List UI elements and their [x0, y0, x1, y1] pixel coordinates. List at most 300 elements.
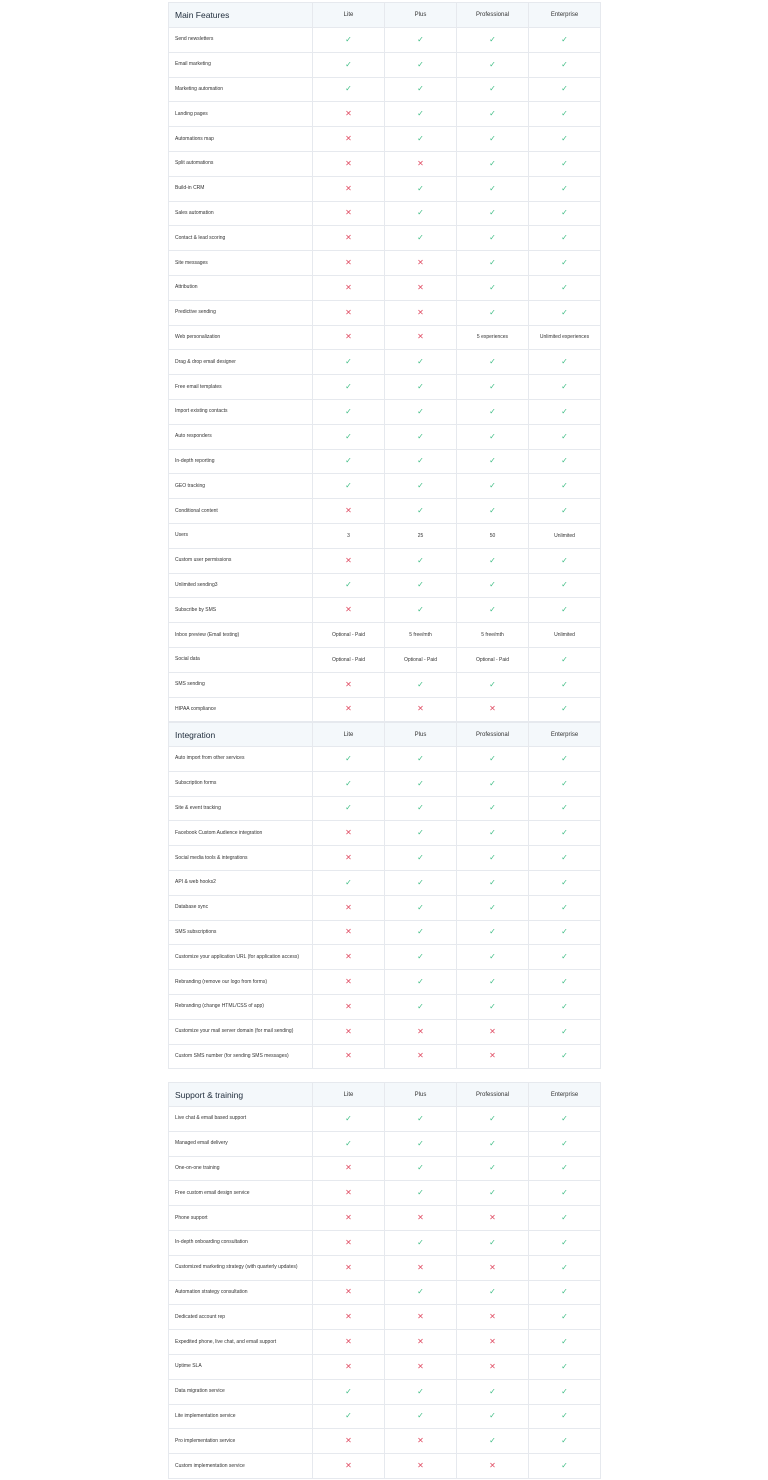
check-icon: ✓ — [417, 803, 424, 813]
section-title: Support & training — [169, 1083, 313, 1107]
check-icon: ✓ — [561, 109, 568, 119]
plan-cell-enterprise — [529, 300, 601, 325]
table-row — [169, 573, 601, 598]
plan-cell-plus — [385, 52, 457, 77]
table-row — [169, 1404, 601, 1429]
plan-cell-lite — [313, 573, 385, 598]
check-icon: ✓ — [417, 233, 424, 243]
plan-cell-enterprise — [529, 251, 601, 276]
check-icon: ✓ — [489, 208, 496, 218]
check-icon: ✓ — [417, 406, 424, 416]
feature-name: Database sync — [169, 895, 313, 920]
plan-cell-professional — [457, 251, 529, 276]
plan-value-plus: Optional - Paid — [385, 647, 457, 672]
plan-cell-lite — [313, 846, 385, 871]
plan-cell-enterprise — [529, 895, 601, 920]
plan-cell-plus — [385, 226, 457, 251]
check-icon: ✓ — [417, 109, 424, 119]
cross-icon: ✕ — [345, 1051, 352, 1061]
plan-cell-professional — [457, 1354, 529, 1379]
plan-cell-professional — [457, 77, 529, 102]
table-row — [169, 672, 601, 697]
check-icon: ✓ — [561, 1287, 568, 1297]
plan-cell-enterprise — [529, 1131, 601, 1156]
check-icon: ✓ — [561, 431, 568, 441]
cross-icon: ✕ — [345, 1237, 352, 1247]
plan-cell-lite — [313, 672, 385, 697]
check-icon: ✓ — [345, 1138, 352, 1148]
feature-name: GEO tracking — [169, 474, 313, 499]
check-icon: ✓ — [345, 580, 352, 590]
plan-cell-professional — [457, 672, 529, 697]
plan-cell-enterprise — [529, 796, 601, 821]
feature-name: Uptime SLA — [169, 1354, 313, 1379]
cross-icon: ✕ — [345, 1163, 352, 1173]
plan-cell-enterprise — [529, 994, 601, 1019]
check-icon: ✓ — [489, 282, 496, 292]
plan-cell-plus — [385, 201, 457, 226]
table-row — [169, 1429, 601, 1454]
feature-name: Pro implementation service — [169, 1429, 313, 1454]
check-icon: ✓ — [489, 952, 496, 962]
check-icon: ✓ — [561, 704, 568, 714]
plan-cell-lite — [313, 1354, 385, 1379]
cross-icon: ✕ — [345, 307, 352, 317]
table-row — [169, 226, 601, 251]
cross-icon: ✕ — [345, 927, 352, 937]
check-icon: ✓ — [489, 34, 496, 44]
plan-cell-lite — [313, 275, 385, 300]
plan-cell-lite — [313, 449, 385, 474]
check-icon: ✓ — [489, 431, 496, 441]
plan-cell-lite — [313, 796, 385, 821]
plan-cell-professional — [457, 548, 529, 573]
section-title: Integration — [169, 723, 313, 747]
plan-header-enterprise: Enterprise — [529, 723, 601, 747]
table-row — [169, 499, 601, 524]
plan-cell-lite — [313, 201, 385, 226]
cross-icon: ✕ — [489, 704, 496, 714]
cross-icon: ✕ — [489, 1361, 496, 1371]
plan-cell-professional — [457, 1181, 529, 1206]
cross-icon: ✕ — [417, 258, 424, 268]
check-icon: ✓ — [417, 1188, 424, 1198]
plan-cell-lite — [313, 375, 385, 400]
feature-name: SMS sending — [169, 672, 313, 697]
table-row — [169, 1131, 601, 1156]
check-icon: ✓ — [489, 1237, 496, 1247]
plan-cell-professional — [457, 176, 529, 201]
plan-cell-plus — [385, 895, 457, 920]
plan-cell-professional — [457, 474, 529, 499]
plan-cell-enterprise — [529, 77, 601, 102]
plan-cell-plus — [385, 77, 457, 102]
plan-value-enterprise: Unlimited experiences — [529, 325, 601, 350]
plan-value-professional: 5 experiences — [457, 325, 529, 350]
feature-name: SMS subscriptions — [169, 920, 313, 945]
plan-cell-professional — [457, 275, 529, 300]
table-row — [169, 796, 601, 821]
feature-name: Dedicated account rep — [169, 1305, 313, 1330]
cross-icon: ✕ — [417, 1337, 424, 1347]
check-icon: ✓ — [561, 382, 568, 392]
check-icon: ✓ — [417, 679, 424, 689]
plan-cell-lite — [313, 399, 385, 424]
plan-cell-enterprise — [529, 449, 601, 474]
table-row — [169, 821, 601, 846]
plan-cell-enterprise — [529, 127, 601, 152]
plan-cell-enterprise — [529, 102, 601, 127]
cross-icon: ✕ — [345, 158, 352, 168]
plan-cell-professional — [457, 28, 529, 53]
plan-cell-lite — [313, 52, 385, 77]
plan-cell-enterprise — [529, 52, 601, 77]
plan-cell-lite — [313, 151, 385, 176]
check-icon: ✓ — [561, 481, 568, 491]
check-icon: ✓ — [561, 803, 568, 813]
plan-cell-enterprise — [529, 350, 601, 375]
table-row — [169, 1354, 601, 1379]
table-row — [169, 1330, 601, 1355]
feature-name: Inbox preview (Email testing) — [169, 623, 313, 648]
table-row — [169, 1206, 601, 1231]
check-icon: ✓ — [489, 382, 496, 392]
check-icon: ✓ — [345, 382, 352, 392]
plan-cell-plus — [385, 697, 457, 722]
plan-cell-plus — [385, 994, 457, 1019]
plan-cell-enterprise — [529, 424, 601, 449]
cross-icon: ✕ — [345, 1312, 352, 1322]
table-row — [169, 325, 601, 350]
plan-cell-enterprise — [529, 176, 601, 201]
plan-cell-lite — [313, 1107, 385, 1132]
cross-icon: ✕ — [345, 902, 352, 912]
feature-name: Facebook Custom Audience integration — [169, 821, 313, 846]
feature-name: Attribution — [169, 275, 313, 300]
plan-cell-enterprise — [529, 1280, 601, 1305]
plan-cell-professional — [457, 449, 529, 474]
cross-icon: ✕ — [345, 952, 352, 962]
plan-cell-plus — [385, 821, 457, 846]
plan-cell-lite — [313, 970, 385, 995]
cross-icon: ✕ — [489, 1337, 496, 1347]
plan-cell-plus — [385, 1044, 457, 1069]
check-icon: ✓ — [489, 456, 496, 466]
check-icon: ✓ — [489, 753, 496, 763]
plan-cell-lite — [313, 548, 385, 573]
feature-name: Phone support — [169, 1206, 313, 1231]
cross-icon: ✕ — [345, 233, 352, 243]
table-row — [169, 523, 601, 548]
plan-cell-enterprise — [529, 846, 601, 871]
check-icon: ✓ — [417, 853, 424, 863]
plan-cell-professional — [457, 1206, 529, 1231]
check-icon: ✓ — [489, 1163, 496, 1173]
cross-icon: ✕ — [345, 109, 352, 119]
table-row — [169, 1230, 601, 1255]
plan-cell-enterprise — [529, 870, 601, 895]
plan-cell-plus — [385, 1107, 457, 1132]
check-icon: ✓ — [489, 580, 496, 590]
plan-cell-lite — [313, 226, 385, 251]
feature-name: Predictive sending — [169, 300, 313, 325]
plan-cell-professional — [457, 1305, 529, 1330]
plan-cell-enterprise — [529, 1330, 601, 1355]
plan-cell-plus — [385, 771, 457, 796]
plan-cell-lite — [313, 424, 385, 449]
plan-cell-professional — [457, 52, 529, 77]
check-icon: ✓ — [417, 134, 424, 144]
check-icon: ✓ — [345, 406, 352, 416]
plan-cell-lite — [313, 1230, 385, 1255]
check-icon: ✓ — [561, 1237, 568, 1247]
check-icon: ✓ — [417, 778, 424, 788]
feature-name: Free email templates — [169, 375, 313, 400]
check-icon: ✓ — [345, 1386, 352, 1396]
plan-cell-professional — [457, 300, 529, 325]
check-icon: ✓ — [345, 1411, 352, 1421]
plan-cell-plus — [385, 1429, 457, 1454]
plan-cell-lite — [313, 1019, 385, 1044]
plan-cell-enterprise — [529, 647, 601, 672]
plan-cell-professional — [457, 399, 529, 424]
plan-header-lite: Lite — [313, 723, 385, 747]
feature-name: Automation strategy consultation — [169, 1280, 313, 1305]
check-icon: ✓ — [489, 1287, 496, 1297]
plan-cell-professional — [457, 151, 529, 176]
check-icon: ✓ — [489, 828, 496, 838]
check-icon: ✓ — [417, 555, 424, 565]
cross-icon: ✕ — [345, 134, 352, 144]
check-icon: ✓ — [417, 1001, 424, 1011]
feature-name: Sales automation — [169, 201, 313, 226]
feature-name: Site & event tracking — [169, 796, 313, 821]
plan-cell-professional — [457, 375, 529, 400]
check-icon: ✓ — [561, 1026, 568, 1036]
table-row — [169, 1044, 601, 1069]
table-row — [169, 920, 601, 945]
check-icon: ✓ — [417, 1113, 424, 1123]
check-icon: ✓ — [561, 1051, 568, 1061]
plan-cell-professional — [457, 1044, 529, 1069]
feature-name: Unlimited sending3 — [169, 573, 313, 598]
plan-cell-plus — [385, 449, 457, 474]
check-icon: ✓ — [489, 1188, 496, 1198]
plan-cell-plus — [385, 945, 457, 970]
plan-cell-plus — [385, 672, 457, 697]
plan-cell-enterprise — [529, 573, 601, 598]
feature-name: Drag & drop email designer — [169, 350, 313, 375]
plan-cell-lite — [313, 1454, 385, 1479]
plan-cell-lite — [313, 920, 385, 945]
feature-name: Rebranding (remove our logo from forms) — [169, 970, 313, 995]
cross-icon: ✕ — [345, 1287, 352, 1297]
check-icon: ✓ — [489, 307, 496, 317]
plan-cell-professional — [457, 870, 529, 895]
table-row — [169, 647, 601, 672]
check-icon: ✓ — [417, 481, 424, 491]
check-icon: ✓ — [561, 456, 568, 466]
plan-cell-enterprise — [529, 1230, 601, 1255]
check-icon: ✓ — [417, 877, 424, 887]
plan-cell-plus — [385, 970, 457, 995]
check-icon: ✓ — [489, 927, 496, 937]
plan-header-professional: Professional — [457, 3, 529, 28]
check-icon: ✓ — [345, 84, 352, 94]
plan-cell-enterprise — [529, 1156, 601, 1181]
check-icon: ✓ — [417, 59, 424, 69]
check-icon: ✓ — [417, 1287, 424, 1297]
plan-cell-professional — [457, 598, 529, 623]
check-icon: ✓ — [561, 580, 568, 590]
feature-name: Customize your application URL (for application access) — [169, 945, 313, 970]
table-row — [169, 1379, 601, 1404]
plan-cell-enterprise — [529, 474, 601, 499]
plan-cell-plus — [385, 920, 457, 945]
check-icon: ✓ — [561, 506, 568, 516]
feature-name: Split automations — [169, 151, 313, 176]
plan-value-lite: Optional - Paid — [313, 623, 385, 648]
plan-cell-lite — [313, 1280, 385, 1305]
check-icon: ✓ — [489, 853, 496, 863]
table-row — [169, 1305, 601, 1330]
check-icon: ✓ — [345, 803, 352, 813]
check-icon: ✓ — [561, 34, 568, 44]
check-icon: ✓ — [561, 1188, 568, 1198]
check-icon: ✓ — [489, 1436, 496, 1446]
table-row — [169, 870, 601, 895]
table-row — [169, 623, 601, 648]
plan-cell-plus — [385, 1156, 457, 1181]
plan-cell-plus — [385, 1131, 457, 1156]
plan-cell-professional — [457, 970, 529, 995]
table-row — [169, 697, 601, 722]
feature-name: Managed email delivery — [169, 1131, 313, 1156]
feature-name: Custom SMS number (for sending SMS messages) — [169, 1044, 313, 1069]
plan-value-plus: 5 free/mth — [385, 623, 457, 648]
feature-name: Custom implementation service — [169, 1454, 313, 1479]
plan-cell-plus — [385, 1354, 457, 1379]
check-icon: ✓ — [561, 952, 568, 962]
check-icon: ✓ — [489, 357, 496, 367]
check-icon: ✓ — [345, 481, 352, 491]
plan-cell-professional — [457, 499, 529, 524]
check-icon: ✓ — [417, 456, 424, 466]
plan-cell-professional — [457, 920, 529, 945]
plan-cell-lite — [313, 28, 385, 53]
plan-cell-enterprise — [529, 821, 601, 846]
check-icon: ✓ — [417, 580, 424, 590]
plan-cell-professional — [457, 697, 529, 722]
feature-name: Free custom email design service — [169, 1181, 313, 1206]
plan-cell-lite — [313, 102, 385, 127]
table-row — [169, 994, 601, 1019]
plan-cell-professional — [457, 1330, 529, 1355]
plan-cell-lite — [313, 1206, 385, 1231]
table-row — [169, 77, 601, 102]
table-row — [169, 747, 601, 772]
table-row — [169, 102, 601, 127]
plan-cell-lite — [313, 300, 385, 325]
table-row — [169, 895, 601, 920]
plan-cell-lite — [313, 251, 385, 276]
feature-name: Expedited phone, live chat, and email support — [169, 1330, 313, 1355]
check-icon: ✓ — [489, 977, 496, 987]
cross-icon: ✕ — [345, 605, 352, 615]
table-row — [169, 598, 601, 623]
cross-icon: ✕ — [345, 1337, 352, 1347]
feature-name: HIPAA compliance — [169, 697, 313, 722]
plan-cell-plus — [385, 747, 457, 772]
plan-cell-plus — [385, 251, 457, 276]
feature-name: Social media tools & integrations — [169, 846, 313, 871]
plan-cell-professional — [457, 1019, 529, 1044]
plan-cell-professional — [457, 102, 529, 127]
cross-icon: ✕ — [345, 208, 352, 218]
cross-icon: ✕ — [345, 506, 352, 516]
table-row — [169, 1019, 601, 1044]
plan-cell-professional — [457, 895, 529, 920]
plan-cell-lite — [313, 474, 385, 499]
check-icon: ✓ — [489, 406, 496, 416]
table-row — [169, 1107, 601, 1132]
feature-name: Conditional content — [169, 499, 313, 524]
cross-icon: ✕ — [489, 1051, 496, 1061]
plan-cell-plus — [385, 1181, 457, 1206]
cross-icon: ✕ — [345, 704, 352, 714]
cross-icon: ✕ — [417, 1461, 424, 1471]
table-row — [169, 52, 601, 77]
table-row — [169, 548, 601, 573]
check-icon: ✓ — [489, 134, 496, 144]
plan-cell-enterprise — [529, 1429, 601, 1454]
plan-cell-lite — [313, 1156, 385, 1181]
table-row — [169, 176, 601, 201]
check-icon: ✓ — [561, 1113, 568, 1123]
table-row — [169, 300, 601, 325]
check-icon: ✓ — [561, 679, 568, 689]
cross-icon: ✕ — [345, 1026, 352, 1036]
plan-cell-professional — [457, 1230, 529, 1255]
check-icon: ✓ — [489, 59, 496, 69]
check-icon: ✓ — [561, 233, 568, 243]
check-icon: ✓ — [345, 456, 352, 466]
feature-name: Landing pages — [169, 102, 313, 127]
table-row — [169, 449, 601, 474]
feature-name: Send newsletters — [169, 28, 313, 53]
plan-cell-lite — [313, 499, 385, 524]
cross-icon: ✕ — [345, 332, 352, 342]
plan-cell-enterprise — [529, 201, 601, 226]
check-icon: ✓ — [489, 84, 496, 94]
plan-cell-lite — [313, 895, 385, 920]
plan-value-enterprise: Unlimited — [529, 523, 601, 548]
plan-cell-lite — [313, 1255, 385, 1280]
cross-icon: ✕ — [345, 555, 352, 565]
table-row — [169, 1454, 601, 1479]
plan-value-enterprise: Unlimited — [529, 623, 601, 648]
check-icon: ✓ — [561, 753, 568, 763]
cross-icon: ✕ — [345, 1361, 352, 1371]
check-icon: ✓ — [489, 1138, 496, 1148]
plan-cell-plus — [385, 1454, 457, 1479]
check-icon: ✓ — [417, 34, 424, 44]
plan-cell-enterprise — [529, 970, 601, 995]
plan-cell-enterprise — [529, 548, 601, 573]
plan-cell-plus — [385, 1305, 457, 1330]
check-icon: ✓ — [489, 803, 496, 813]
plan-header-lite: Lite — [313, 1083, 385, 1107]
